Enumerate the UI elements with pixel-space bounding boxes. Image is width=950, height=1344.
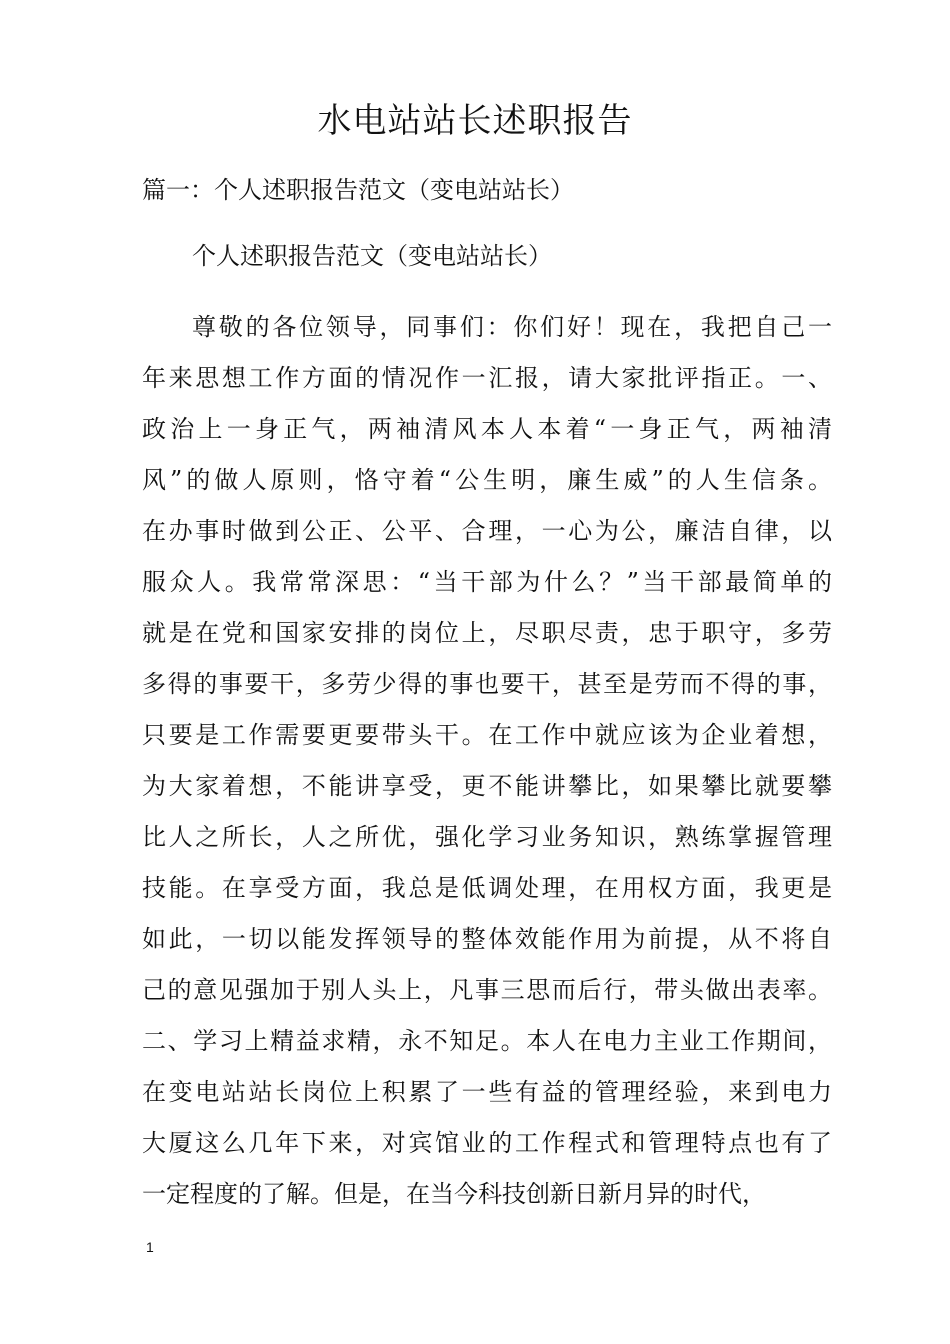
subheading: 个人述职报告范文（变电站站长）: [192, 242, 552, 270]
document-title: 水电站站长述职报告: [317, 101, 633, 141]
body-line: 风”的做人原则，恪守着“公生明，廉生威”的人生信条。: [142, 466, 832, 494]
body-line: 尊敬的各位领导，同事们：你们好！现在，我把自己一: [192, 313, 832, 341]
body-paragraph: [142, 302, 832, 1220]
body-line: 己的意见强加于别人头上，凡事三思而后行，带头做出表率。: [142, 976, 832, 1004]
section-heading: 篇一：个人述职报告范文（变电站站长）: [142, 176, 574, 204]
body-line: 如此，一切以能发挥领导的整体效能作用为前提，从不将自: [142, 925, 832, 953]
body-line: 技能。在享受方面，我总是低调处理，在用权方面，我更是: [142, 874, 832, 902]
body-line: 为大家着想，不能讲享受，更不能讲攀比，如果攀比就要攀: [142, 772, 832, 800]
body-line: 年来思想工作方面的情况作一汇报，请大家批评指正。一、: [142, 364, 832, 392]
page-number: 1: [146, 1239, 154, 1255]
body-line: 只要是工作需要更要带头干。在工作中就应该为企业着想，: [142, 721, 832, 749]
body-line: 比人之所长，人之所优，强化学习业务知识，熟练掌握管理: [142, 823, 832, 851]
body-line: 服众人。我常常深思：“当干部为什么？”当干部最简单的: [142, 568, 832, 596]
body-line: 二、学习上精益求精，永不知足。本人在电力主业工作期间，: [142, 1027, 832, 1055]
body-line: 就是在党和国家安排的岗位上，尽职尽责，忠于职守，多劳: [142, 619, 832, 647]
body-line: 多得的事要干，多劳少得的事也要干，甚至是劳而不得的事，: [142, 670, 832, 698]
body-line: 一定程度的了解。但是，在当今科技创新日新月异的时代，: [142, 1180, 766, 1208]
body-line: 大厦这么几年下来，对宾馆业的工作程式和管理特点也有了: [142, 1129, 832, 1157]
body-line: 在变电站站长岗位上积累了一些有益的管理经验，来到电力: [142, 1078, 832, 1106]
body-line: 在办事时做到公正、公平、合理，一心为公，廉洁自律，以: [142, 517, 832, 545]
body-line: 政治上一身正气，两袖清风本人本着“一身正气，两袖清: [142, 415, 832, 443]
